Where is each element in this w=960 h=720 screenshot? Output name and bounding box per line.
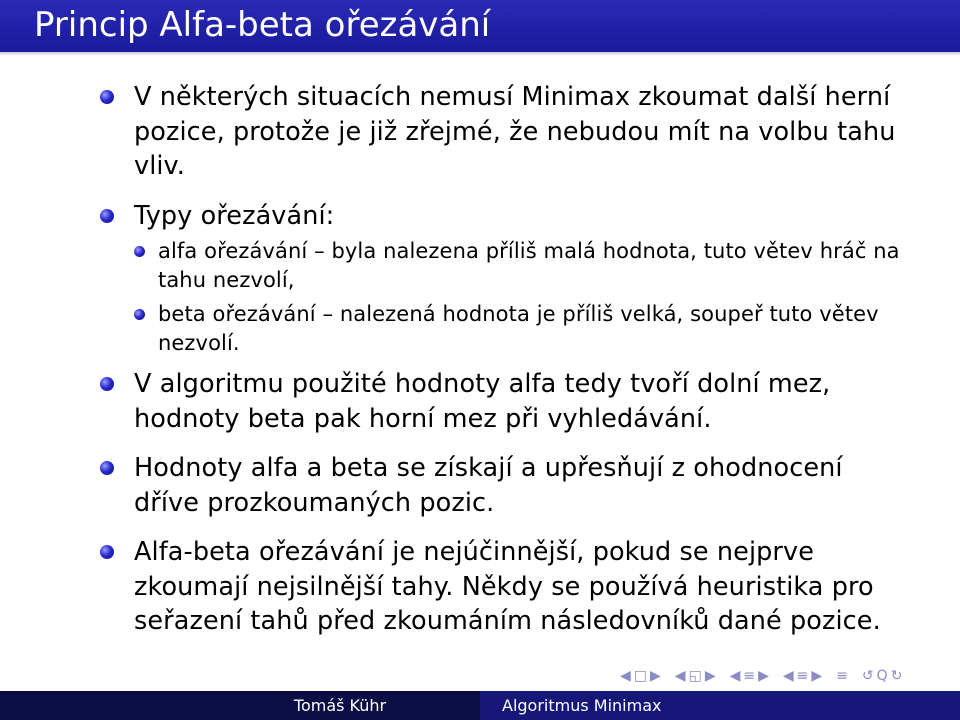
nav-forward-icon[interactable]: ↻	[890, 668, 903, 684]
bullet-icon	[100, 377, 114, 391]
footer-author: Tomáš Kühr	[293, 696, 387, 715]
nav-document-icon[interactable]: ≡	[836, 668, 848, 684]
sub-bullet-text: beta ořezávání – nalezená hodnota je příliš velká, soupeř tuto větev nezvolí.	[158, 302, 879, 355]
bullet-item	[100, 199, 900, 359]
footer-talk-title: Algoritmus Minimax	[502, 696, 662, 715]
nav-section-icon[interactable]: ≡	[796, 668, 809, 684]
bullet-icon	[100, 461, 114, 475]
nav-next-frame-icon[interactable]: ▶	[650, 668, 661, 684]
nav-next-section-icon[interactable]: ▶	[811, 668, 823, 684]
sub-bullet-text: alfa ořezávání – byla nalezena příliš malá hodnota, tuto větev hráč na tahu nezvolí,	[158, 239, 900, 292]
bullet-icon	[100, 545, 114, 559]
footer-author-panel	[0, 691, 480, 720]
nav-frame-icon[interactable]: □	[633, 668, 648, 684]
title-shadow	[0, 52, 960, 56]
navigation-bar	[620, 666, 902, 686]
bullet-text: Alfa-beta ořezávání je nejúčinnější, pokud se nejprve zkoumají nejsilnější tahy. Někdy se používá heuristika pro seřazení tahů před zkoumáním následovníků dané pozice.	[134, 537, 881, 636]
bullet-text: V algoritmu použité hodnoty alfa tedy tvoří dolní mez, hodnoty beta pak horní mez při vyhledávání.	[134, 369, 831, 434]
slide-title: Princip Alfa-beta ořezávání	[34, 5, 491, 45]
nav-next-slide-icon[interactable]: ▶	[704, 668, 716, 684]
bullet-item	[100, 535, 900, 639]
bullet-item	[100, 80, 900, 184]
nav-next-subsection-icon[interactable]: ▶	[758, 668, 769, 684]
bullet-text: V některých situacích nemusí Minimax zkoumat další herní pozice, protože je již zřejmé, že nebudou mít na volbu tahu vliv.	[134, 82, 896, 181]
bullet-item	[100, 367, 900, 436]
nav-slide-icon[interactable]: ◱	[688, 668, 702, 684]
sub-bullet-icon	[134, 246, 145, 257]
nav-search-icon[interactable]: Q	[876, 668, 888, 684]
nav-back-icon[interactable]: ↺	[861, 668, 874, 684]
nav-prev-slide-icon[interactable]: ◀	[674, 668, 686, 684]
bullet-text: Typy ořezávání:	[134, 200, 335, 231]
slide-content	[100, 80, 900, 654]
bullet-text: Hodnoty alfa a beta se získají a upřesňují z ohodnocení dříve prozkoumaných pozic.	[134, 453, 843, 518]
footer-title-panel	[480, 691, 960, 720]
bullet-icon	[100, 90, 114, 104]
nav-prev-section-icon[interactable]: ◀	[782, 668, 794, 684]
footer	[0, 691, 960, 720]
bullet-item	[100, 451, 900, 520]
sub-bullet-item	[134, 237, 900, 295]
nav-subsection-icon[interactable]: ≡	[743, 668, 756, 684]
sub-list	[134, 237, 900, 358]
title-bar	[0, 0, 960, 52]
nav-prev-frame-icon[interactable]: ◀	[620, 668, 631, 684]
bullet-icon	[100, 209, 114, 223]
sub-bullet-icon	[134, 309, 145, 320]
sub-bullet-item	[134, 300, 900, 358]
nav-prev-subsection-icon[interactable]: ◀	[729, 668, 741, 684]
